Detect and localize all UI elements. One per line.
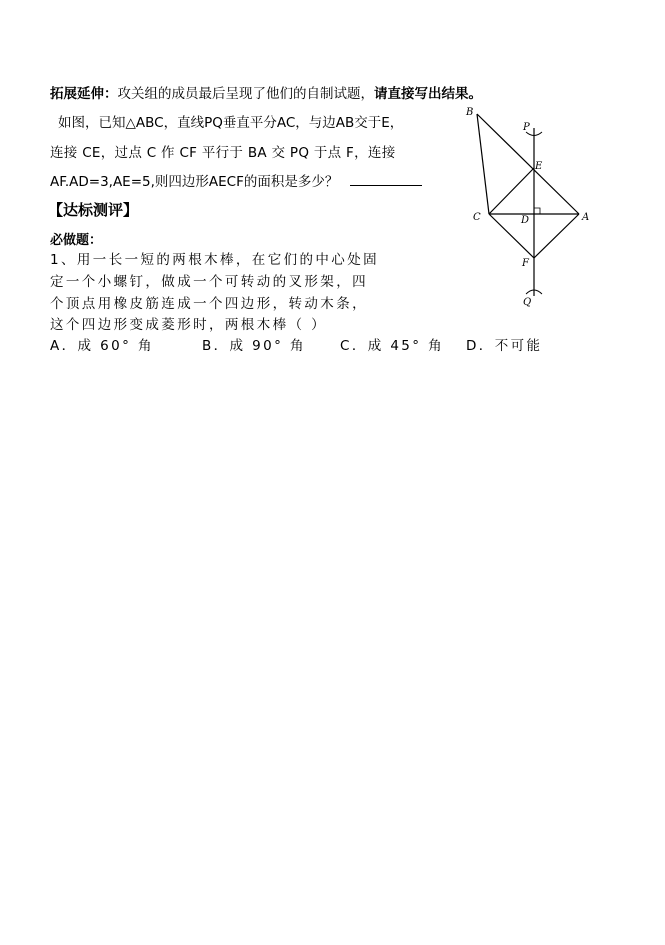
problem-line-3 bbox=[50, 173, 422, 191]
question1-line-2: 定一个小螺钉，做成一个可转动的叉形架，四 bbox=[50, 274, 368, 290]
label-P: P bbox=[523, 122, 530, 133]
label-B: B bbox=[466, 107, 474, 118]
label-A: A bbox=[582, 212, 590, 223]
extension-text: 攻关组的成员最后呈现了他们的自制试题， bbox=[117, 86, 374, 102]
required-label: 必做题： bbox=[50, 233, 103, 248]
label-F: F bbox=[522, 258, 529, 269]
answer-blank bbox=[350, 173, 422, 186]
question1-line-1: 1、用一长一短的两根木棒，在它们的中心处固 bbox=[50, 252, 379, 268]
option-b: B．成 90° 角 bbox=[202, 338, 306, 354]
label-Q: Q bbox=[523, 297, 532, 308]
question1-options bbox=[50, 337, 542, 355]
segment-AF bbox=[534, 214, 579, 258]
question1-line-4: 这个四边形变成菱形时，两根木棒（ ） bbox=[50, 317, 327, 333]
section-title: 【达标测评】 bbox=[48, 201, 139, 219]
extension-emphasis: 请直接写出结果。 bbox=[374, 86, 482, 102]
option-d: D．不可能 bbox=[466, 338, 543, 354]
geometry-figure bbox=[463, 106, 598, 316]
label-C: C bbox=[473, 212, 481, 223]
question1-line-3: 个顶点用橡皮筋连成一个四边形，转动木条， bbox=[50, 296, 368, 312]
segment-CE bbox=[489, 168, 534, 214]
segment-BC bbox=[477, 114, 489, 214]
option-c: C．成 45° 角 bbox=[340, 338, 445, 354]
problem-line-1: 如图，已知△ABC，直线PQ垂直平分AC，与边AB交于E， bbox=[58, 115, 404, 131]
label-E: E bbox=[535, 161, 543, 172]
right-angle-mark bbox=[534, 208, 540, 214]
problem-line-3-text: AF.AD=3,AE=5,则四边形AECF的面积是多少？ bbox=[50, 174, 339, 190]
problem-line-2: 连接 CE，过点 C 作 CF 平行于 BA 交 PQ 于点 F，连接 bbox=[50, 145, 396, 161]
extension-line bbox=[50, 85, 482, 103]
extension-label: 拓展延伸： bbox=[50, 86, 118, 102]
label-D: D bbox=[521, 215, 530, 226]
option-a: A．成 60° 角 bbox=[50, 338, 154, 354]
